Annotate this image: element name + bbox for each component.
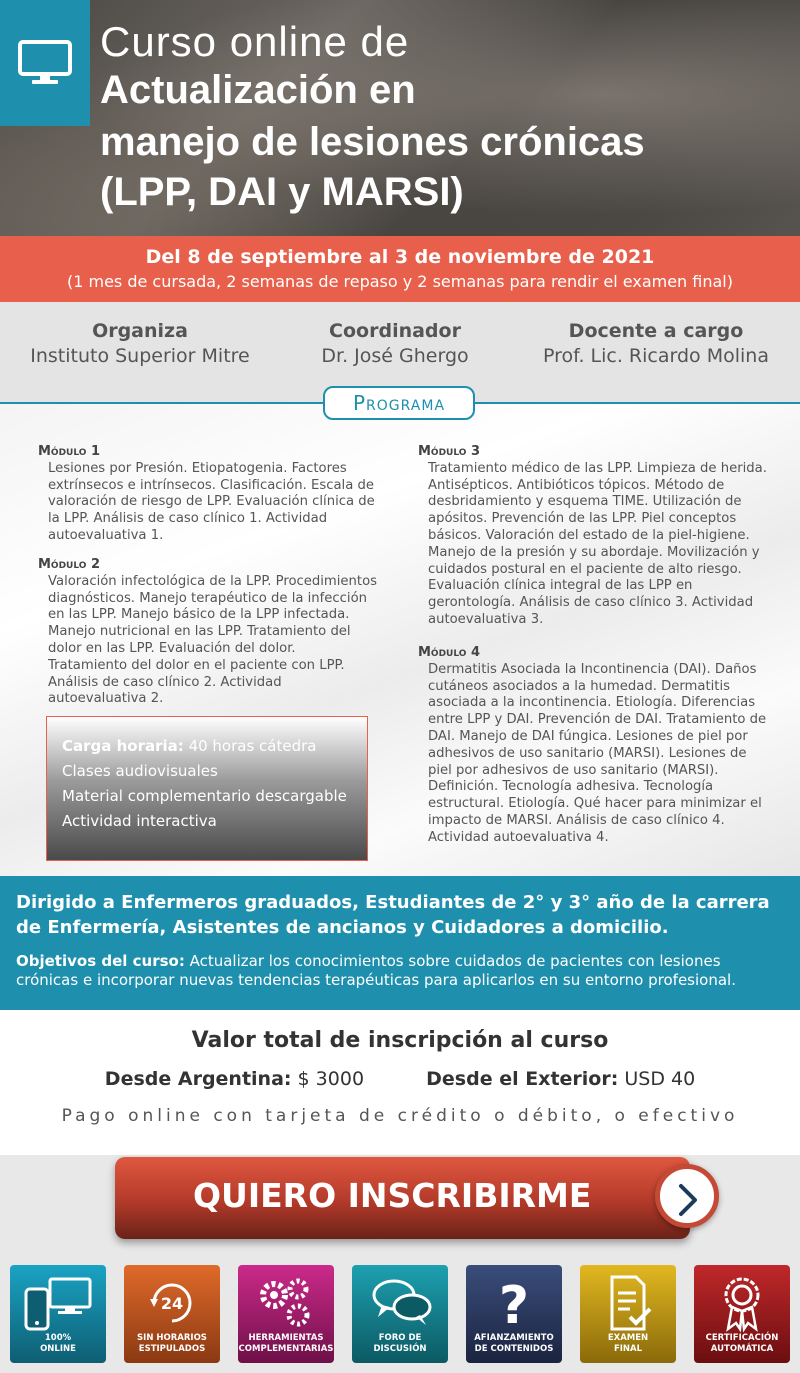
module-body: Dermatitis Asociada la Incontinencia (DAI). Daños cutáneos asociados a la humedad. Dermatitis asociada a la incontinencia. Etiología. Diferencias entre LPP y DAI. Prevención de DAI. Tratamiento de DAI. Manejo de DAI fúngica. Lesiones de piel por adhesivos de uso sanitario (MARSI). Lesiones de piel por adhesivos de uso sanitario (MARSI). Definición. Tecnología adhesiva. Tecnología estructural. Etiología. Qué hacer para minimizar el impacto de MARSI. Análisis de caso clínico 4. Actividad autoevaluativa 4. bbox=[428, 661, 767, 845]
enroll-arrow-button[interactable] bbox=[655, 1164, 719, 1228]
svg-text:24: 24 bbox=[160, 1294, 184, 1313]
cta-area bbox=[0, 1155, 800, 1373]
chevron-right-icon bbox=[675, 1182, 701, 1218]
feature-label: AFIANZAMIENTO bbox=[474, 1333, 554, 1343]
feature-label: SIN HORARIOS bbox=[137, 1333, 207, 1343]
enroll-button[interactable]: QUIERO INSCRIBIRME bbox=[115, 1157, 690, 1239]
feature-label: AUTOMÁTICA bbox=[710, 1344, 774, 1354]
feature-label: COMPLEMENTARIAS bbox=[238, 1344, 334, 1354]
teacher-value: Prof. Lic. Ricardo Molina bbox=[543, 345, 769, 367]
price-section bbox=[0, 1010, 800, 1155]
course-load-item: Actividad interactiva bbox=[62, 812, 217, 830]
chat-icon bbox=[352, 1273, 448, 1333]
question-icon bbox=[466, 1273, 562, 1333]
organizer-value: Instituto Superior Mitre bbox=[30, 345, 250, 367]
audience-section bbox=[0, 876, 800, 1010]
price-row bbox=[0, 1068, 800, 1090]
course-load-box bbox=[46, 716, 368, 861]
date-band bbox=[0, 236, 800, 302]
feature-label: HERRAMIENTAS bbox=[248, 1333, 324, 1343]
module-4 bbox=[418, 645, 770, 847]
feature-label: FINAL bbox=[613, 1344, 643, 1354]
module-1 bbox=[38, 444, 378, 545]
course-dates-detail: (1 mes de cursada, 2 semanas de repaso y 2 semanas para rendir el examen final) bbox=[66, 272, 733, 291]
feature-label: CERTIFICACIÓN bbox=[705, 1333, 779, 1343]
module-title: Módulo 4 bbox=[418, 645, 481, 660]
organizer-block bbox=[10, 320, 270, 367]
feature-label: FORO DE bbox=[378, 1333, 422, 1343]
module-3 bbox=[418, 444, 770, 629]
module-title: Módulo 3 bbox=[418, 444, 481, 459]
price-exterior-label: Desde el Exterior: bbox=[426, 1068, 619, 1090]
payment-methods: Pago online con tarjeta de crédito o débito, o efectivo bbox=[61, 1106, 739, 1126]
coordinator-title: Coordinador bbox=[329, 320, 461, 342]
feature-label: ONLINE bbox=[40, 1344, 76, 1354]
feature-label: EXAMEN bbox=[607, 1333, 649, 1343]
feature-label: 100% bbox=[44, 1333, 72, 1343]
module-title: Módulo 1 bbox=[38, 444, 101, 459]
course-title-line-1: Actualización en bbox=[100, 68, 416, 112]
module-body: Lesiones por Presión. Etiopatogenia. Factores extrínsecos e intrínsecos. Clasificación. Escala de valoración de riesgo de LPP. Evaluación clínica de la LPP. Análisis de caso clínico 1. Actividad autoevaluativa 1. bbox=[48, 460, 375, 543]
feature-reinforcement bbox=[466, 1265, 562, 1363]
module-body: Valoración infectológica de la LPP. Procedimientos diagnósticos. Manejo terapéutico de la infección en las LPP. Manejo básico de la LPP infectada. Manejo nutricional en las LPP. Tratamiento del dolor en las LPP. Evaluación del dolor. Tratamiento del dolor en el paciente con LPP. Análisis de caso clínico 2. Actividad autoevaluativa 2. bbox=[48, 573, 378, 707]
price-title: Valor total de inscripción al curso bbox=[191, 1028, 609, 1053]
teacher-title: Docente a cargo bbox=[568, 320, 744, 342]
module-2 bbox=[38, 557, 378, 708]
teacher-block bbox=[520, 320, 792, 367]
coordinator-value: Dr. José Ghergo bbox=[321, 345, 469, 367]
course-title-line-2: manejo de lesiones crónicas bbox=[100, 120, 645, 164]
course-dates: Del 8 de septiembre al 3 de noviembre de 2021 bbox=[145, 246, 655, 268]
feature-exam bbox=[580, 1265, 676, 1363]
module-title: Módulo 2 bbox=[38, 557, 101, 572]
feature-label: DE CONTENIDOS bbox=[474, 1344, 554, 1354]
feature-forum bbox=[352, 1265, 448, 1363]
audience-text: Dirigido a Enfermeros graduados, Estudiantes de 2° y 3° año de la carrera de Enfermería, Asistentes de ancianos y Cuidadores a domicilio. bbox=[16, 892, 770, 938]
objectives-label: Objetivos del curso: bbox=[16, 952, 185, 970]
program-label: Programa bbox=[323, 386, 475, 420]
feature-tools bbox=[238, 1265, 334, 1363]
course-load-hours bbox=[62, 737, 367, 755]
module-body: Tratamiento médico de las LPP. Limpieza de herida. Antisépticos. Antibióticos tópicos. Método de desbridamiento y esquema TIME. Utilización de apósitos. Prevención de las LPP. Piel conceptos básicos. Valoración del estado de la piel-higiene. Manejo de la presión y su abordaje. Movilización y cuidados postural en el paciente de alto riesgo. Evaluación clínica integral de las LPP en gerontología. Análisis de caso clínico 3. Actividad autoevaluativa 3. bbox=[428, 460, 767, 627]
devices-icon bbox=[10, 1273, 106, 1333]
price-exterior-value: USD 40 bbox=[624, 1068, 696, 1090]
organizer-title: Organiza bbox=[92, 320, 188, 342]
feature-label: ESTIPULADOS bbox=[138, 1344, 206, 1354]
feature-no-schedule bbox=[124, 1265, 220, 1363]
course-load-label: Carga horaria: bbox=[62, 737, 184, 755]
price-argentina-label: Desde Argentina: bbox=[104, 1068, 292, 1090]
program-section bbox=[0, 391, 800, 876]
course-load-item: Clases audiovisuales bbox=[62, 762, 218, 780]
feature-label: DISCUSIÓN bbox=[373, 1344, 427, 1354]
course-load-item: Material complementario descargable bbox=[62, 787, 347, 805]
course-title-line-3: (LPP, DAI y MARSI) bbox=[100, 170, 464, 214]
clock-24-icon bbox=[124, 1273, 220, 1333]
objectives-text bbox=[16, 952, 784, 990]
monitor-badge bbox=[0, 0, 90, 126]
coordinator-block bbox=[290, 320, 500, 367]
gears-icon bbox=[238, 1273, 334, 1333]
feature-certificate bbox=[694, 1265, 790, 1363]
objectives-body: Actualizar los conocimientos sobre cuidados de pacientes con lesiones crónicas e incorporar nuevas tendencias terapéuticas para aplicarlos en su entorno profesional. bbox=[16, 952, 736, 989]
svg-text:?: ? bbox=[498, 1276, 530, 1333]
feature-online bbox=[10, 1265, 106, 1363]
monitor-icon bbox=[18, 40, 72, 86]
exam-icon bbox=[580, 1273, 676, 1333]
price-argentina-value: $ 3000 bbox=[297, 1068, 365, 1090]
course-load-value: 40 horas cátedra bbox=[188, 737, 317, 755]
header-banner bbox=[0, 0, 800, 236]
course-type-title: Curso online de bbox=[100, 18, 410, 65]
certificate-icon bbox=[694, 1273, 790, 1333]
